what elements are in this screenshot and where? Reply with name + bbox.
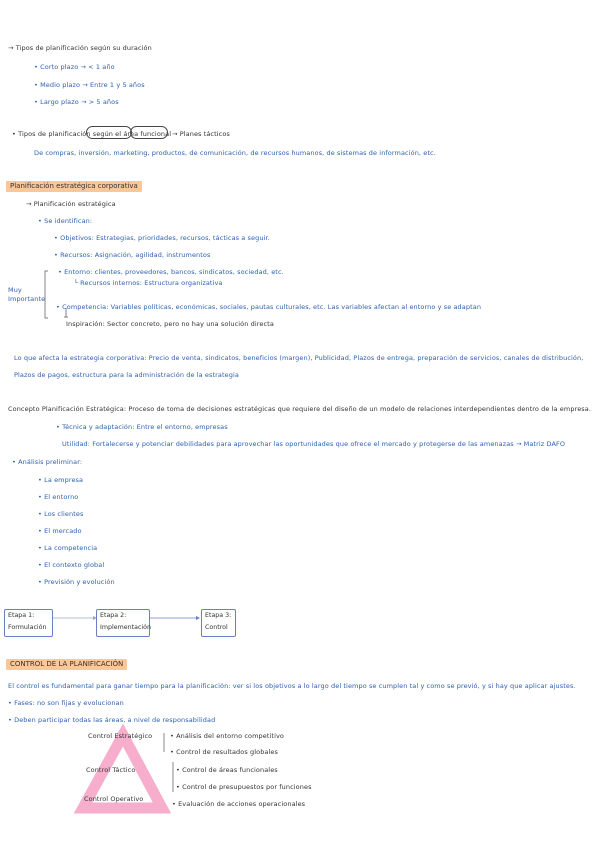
analysis-item: • La empresa [38,476,84,484]
strategic-control-label: Control Estratégico [88,732,153,740]
operative-control-label: Control Operativo [84,795,144,803]
functional-detail: De compras, inversión, marketing, productos, de comunicación, de recursos humanos, de sistemas de información, etc. [34,149,436,157]
analysis-item: • El mercado [38,527,82,535]
muy-label: Muy [8,286,22,294]
stage-label: Etapa 3: [205,612,232,619]
strategic-title: Planificación estratégica corporativa [6,181,142,192]
strategic-subheading: → Planificación estratégica [26,200,116,208]
stage-name: Implementación [100,624,151,631]
tactical-control-item: • Control de áreas funcionales [176,766,278,774]
duration-item: • Corto plazo → < 1 año [34,63,115,71]
control-bullet: • Fases: no son fijas y evolucionan [8,699,124,707]
resources-line: • Recursos: Asignación, agilidad, instrumentos [54,251,211,259]
stage-name: Formulación [8,624,47,631]
identify-label: • Se identifican: [38,217,93,225]
analysis-item: • La competencia [38,544,98,552]
control-bullet: • Deben participar todas las áreas, a nivel de responsabilidad [8,716,216,724]
utility-line: Utilidad: Fortalecerse y potenciar debilidades para aprovechar las oportunidades que ofrece el mercado y protegerse de las amenazas → Matriz DAFO [62,440,566,448]
objectives-line: • Objetivos: Estrategias, prioridades, recursos, tácticas a seguir. [54,234,270,242]
duration-item: • Largo plazo → > 5 años [34,98,119,106]
stage-box-2 [96,609,150,637]
analysis-item: • El contexto global [38,561,105,569]
control-title: CONTROL DE LA PLANIFICACIÓN [6,659,127,670]
affects-paragraph: Lo que afecta la estrategia corporativa: Precio de venta, sindicatos, beneficios (margen), Publicidad, Plazos de entrega, preparación de servicios, canales de distribución, [14,354,584,362]
stage-label: Etapa 1: [8,612,35,619]
analysis-item: • Previsión y evolución [38,578,115,586]
concept-line: Concepto Planificación Estratégica: Proceso de toma de decisiones estratégicas que requiere del diseño de un modelo de relaciones interdependientes dentro de la empresa. [8,405,592,413]
operative-control-item: • Evaluación de acciones operacionales [172,800,306,808]
stage-name: Control [205,624,228,631]
analysis-item: • Los clientes [38,510,84,518]
affects-paragraph: Plazos de pagos, estructura para la administración de la estrategia [14,371,239,379]
inspiration-line: Inspiración: Sector concreto, pero no hay una solución directa [66,320,274,328]
strategic-control-item: • Análisis del entorno competitivo [170,732,285,740]
importante-label: Importante [8,295,46,303]
duration-item: • Medio plazo → Entre 1 y 5 años [34,81,145,89]
circle-mark [130,126,168,139]
stage-box-3 [201,609,236,637]
stage-label: Etapa 2: [100,612,127,619]
technique-line: • Técnica y adaptación: Entre el entorno, empresas [56,423,228,431]
analysis-item: • El entorno [38,493,79,501]
stage-box-1 [4,609,53,637]
tactical-control-label: Control Táctico [86,766,136,774]
tactical-control-item: • Control de presupuestos por funciones [176,783,312,791]
internal-resources-line: └ Recursos internos: Estructura organizativa [74,279,223,287]
strategic-control-item: • Control de resultados globales [170,748,278,756]
tactical-plans-label: → Planes tácticos [172,130,230,138]
functional-heading: • Tipos de planificación según el área funcional [12,130,172,138]
control-description: El control es fundamental para ganar tiempo para la planificación: ver si los objetivos a lo largo del tiempo se cumplen tal y como se previó, y si hay que aplicar ajustes. [8,682,576,690]
competence-line: • Competencia: Variables políticas, económicas, sociales, pautas culturales, etc. Las variables afectan al entorno y se adaptan [56,303,482,311]
environment-line: • Entorno: clientes, proveedores, bancos, sindicatos, sociedad, etc. [58,268,284,276]
duration-heading: → Tipos de planificación según su duración [8,44,152,52]
analysis-heading: • Análisis preliminar: [12,458,83,466]
circle-mark [86,126,132,139]
